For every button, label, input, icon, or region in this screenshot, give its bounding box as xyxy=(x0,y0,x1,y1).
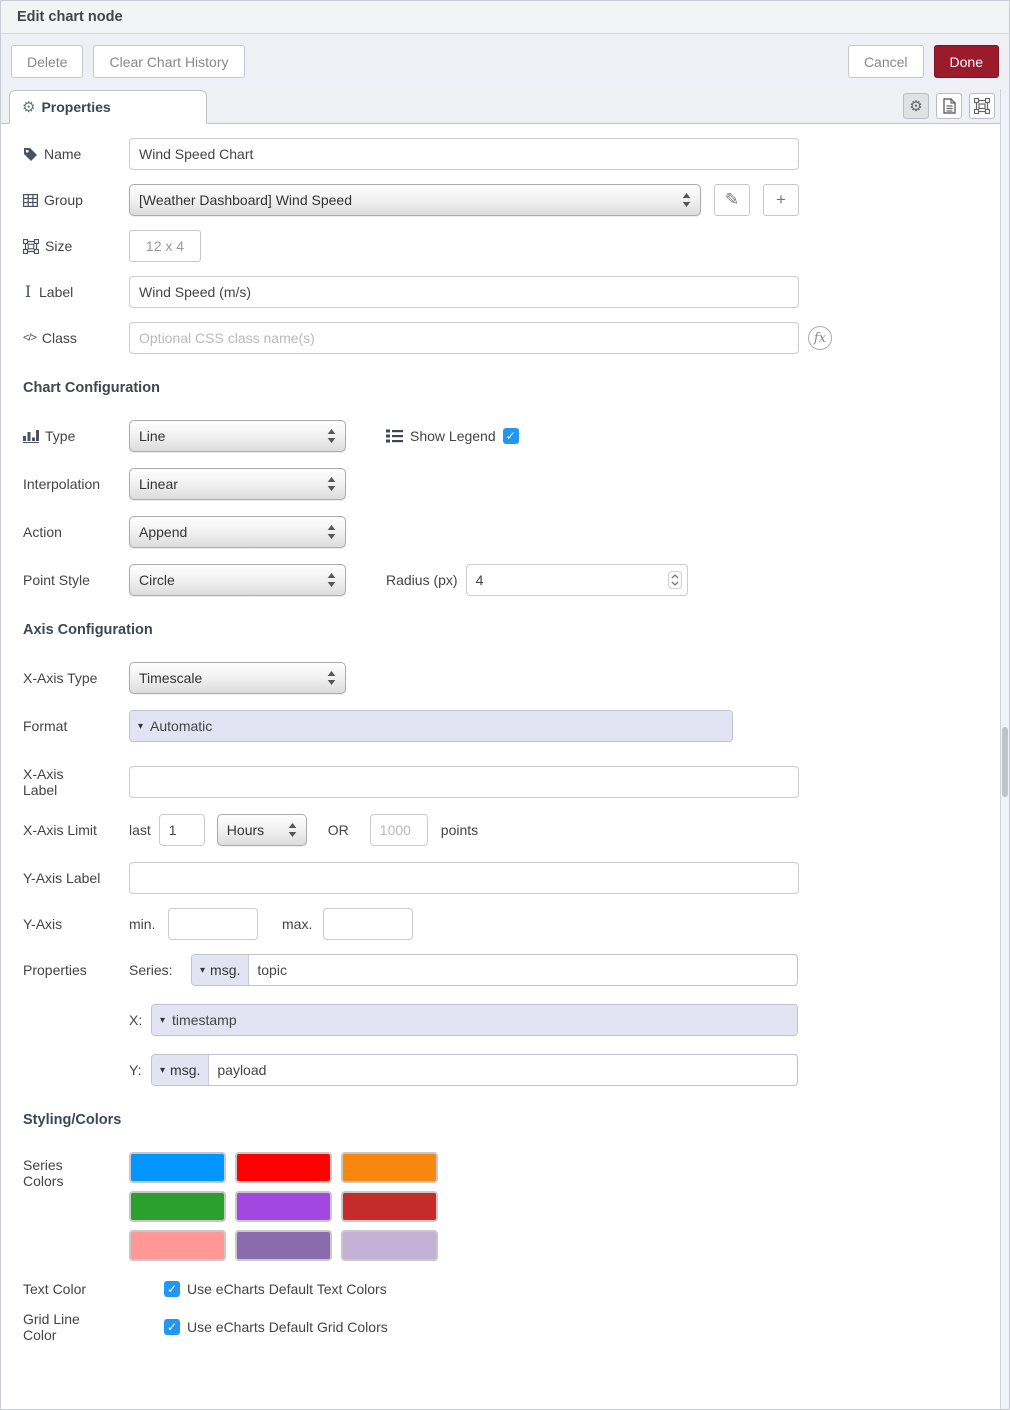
format-typed-input[interactable] xyxy=(129,710,733,742)
interpolation-select-value: Linear xyxy=(139,476,178,492)
x-axis-limit-label: X-Axis Limit xyxy=(23,822,97,839)
radius-label: Radius (px) xyxy=(386,572,458,588)
or-label: OR xyxy=(327,822,349,839)
series-color-swatch[interactable] xyxy=(235,1230,332,1261)
y-type-button[interactable] xyxy=(152,1055,209,1085)
object-frame-icon xyxy=(974,98,990,114)
show-legend-label: Show Legend xyxy=(410,428,496,444)
interpolation-select[interactable] xyxy=(129,468,346,500)
select-arrows-icon xyxy=(288,823,297,837)
action-select[interactable] xyxy=(129,516,346,548)
caret-down-icon: ▾ xyxy=(138,720,144,732)
type-row xyxy=(23,420,1009,452)
size-button[interactable]: 12 x 4 xyxy=(129,230,201,262)
check-icon: ✓ xyxy=(166,1282,178,1297)
tabbar-icon-group xyxy=(903,93,995,119)
x-axis-label-row xyxy=(23,766,1009,798)
dialog-title: Edit chart node xyxy=(17,9,123,25)
object-group-icon xyxy=(23,239,39,254)
styling-colors-heading: Styling/Colors xyxy=(23,1112,122,1129)
pencil-icon: ✎ xyxy=(724,190,740,209)
name-row xyxy=(23,138,1009,170)
name-label: Name xyxy=(44,145,82,162)
axis-configuration-heading: Axis Configuration xyxy=(23,622,153,638)
series-color-swatch[interactable] xyxy=(235,1152,332,1183)
legend-list-icon xyxy=(386,429,403,443)
point-style-select[interactable] xyxy=(129,564,346,596)
y-axis-min-input[interactable] xyxy=(168,908,258,940)
grid-color-row xyxy=(23,1311,1009,1343)
x-axis-label-label: X-Axis Label xyxy=(23,766,64,799)
series-type-label: msg. xyxy=(210,962,241,979)
interpolation-label: Interpolation xyxy=(23,475,101,492)
min-label: min. xyxy=(129,916,156,933)
limit-duration-input[interactable] xyxy=(159,814,205,846)
class-label: Class xyxy=(41,329,77,346)
series-value[interactable]: topic xyxy=(257,962,287,979)
y-axis-minmax-row xyxy=(23,908,1009,940)
y-type-label: msg. xyxy=(170,1062,201,1079)
i-cursor-icon: I xyxy=(24,281,32,301)
chart-configuration-heading: Chart Configuration xyxy=(23,380,160,396)
type-select-value: Line xyxy=(139,428,166,444)
select-arrows-icon xyxy=(327,573,336,587)
series-colors-row xyxy=(23,1152,1009,1261)
format-value: Automatic xyxy=(150,718,213,734)
format-row xyxy=(23,710,1009,742)
series-label: Series: xyxy=(129,962,173,979)
stepper-arrows-icon xyxy=(671,574,679,586)
node-description-button[interactable] xyxy=(936,93,962,119)
group-row xyxy=(23,184,1009,216)
y-axis-label-input[interactable] xyxy=(129,862,799,894)
y-axis-label-row xyxy=(23,862,1009,894)
text-color-row xyxy=(23,1281,1009,1297)
y-typed-input[interactable] xyxy=(151,1054,798,1086)
edit-group-button[interactable] xyxy=(714,184,750,216)
group-select[interactable] xyxy=(129,184,701,216)
y-property-row xyxy=(23,1054,1009,1086)
series-property-row xyxy=(23,954,1009,986)
x-axis-type-row xyxy=(23,662,1009,694)
text-color-checkbox-label: Use eCharts Default Text Colors xyxy=(187,1281,387,1298)
plus-icon: + xyxy=(776,190,786,209)
add-group-button[interactable] xyxy=(763,184,799,216)
y-property-value[interactable]: payload xyxy=(217,1062,267,1079)
last-label: last xyxy=(129,822,151,839)
label-label: Label xyxy=(39,283,74,300)
select-arrows-icon xyxy=(327,429,336,443)
x-axis-type-label: X-Axis Type xyxy=(23,669,98,686)
series-colors-grid xyxy=(129,1152,438,1261)
x-axis-label-input[interactable] xyxy=(129,766,799,798)
point-style-select-value: Circle xyxy=(139,572,175,588)
point-style-label: Point Style xyxy=(23,571,90,588)
points-label: points xyxy=(440,822,479,839)
select-arrows-icon xyxy=(327,671,336,685)
done-button[interactable]: Done xyxy=(934,45,999,78)
y-property-label: Y: xyxy=(129,1062,142,1079)
grid-color-label: Grid Line Color xyxy=(23,1311,80,1344)
text-color-checkbox[interactable] xyxy=(164,1281,180,1297)
format-label: Format xyxy=(23,717,68,734)
bar-chart-icon xyxy=(23,429,39,443)
caret-down-icon: ▾ xyxy=(200,964,206,976)
limit-unit-select[interactable] xyxy=(217,814,307,846)
gear-icon: ⚙ xyxy=(22,99,36,116)
class-input[interactable] xyxy=(129,322,799,354)
check-icon: ✓ xyxy=(166,1320,178,1335)
series-typed-input[interactable] xyxy=(191,954,798,986)
action-label: Action xyxy=(23,523,62,540)
code-icon: </> xyxy=(23,331,36,344)
action-bar xyxy=(1,34,1009,89)
edit-form xyxy=(1,124,1009,1343)
select-arrows-icon xyxy=(682,193,691,207)
radius-input[interactable] xyxy=(466,564,688,596)
series-color-swatch[interactable] xyxy=(129,1152,226,1183)
x-property-row xyxy=(23,1004,1009,1036)
action-row xyxy=(23,516,1009,548)
series-color-swatch[interactable] xyxy=(235,1191,332,1222)
x-axis-limit-row xyxy=(23,814,1009,846)
y-axis-max-input[interactable] xyxy=(323,908,413,940)
node-appearance-button[interactable] xyxy=(969,93,995,119)
size-label: Size xyxy=(45,237,73,254)
series-color-swatch[interactable] xyxy=(341,1230,438,1261)
properties-label: Properties xyxy=(23,962,87,979)
y-axis-label-label: Y-Axis Label xyxy=(23,870,101,887)
x-property-value: timestamp xyxy=(172,1012,237,1029)
scrollbar-thumb[interactable] xyxy=(1002,727,1008,797)
gear-icon: ⚙ xyxy=(909,98,923,115)
series-color-swatch[interactable] xyxy=(341,1191,438,1222)
size-row xyxy=(23,230,1009,262)
limit-unit-value: Hours xyxy=(226,822,265,839)
cancel-button[interactable]: Cancel xyxy=(848,45,924,78)
name-input[interactable] xyxy=(129,138,799,170)
type-label: Type xyxy=(45,427,76,444)
select-arrows-icon xyxy=(327,525,336,539)
document-icon xyxy=(943,98,956,114)
grid-color-checkbox[interactable] xyxy=(164,1319,180,1335)
action-select-value: Append xyxy=(139,524,188,540)
scrollbar-track[interactable] xyxy=(1000,89,1009,1409)
x-axis-type-select[interactable] xyxy=(129,662,346,694)
tab-properties[interactable] xyxy=(9,90,207,124)
caret-down-icon: ▾ xyxy=(160,1064,166,1076)
clear-chart-history-button[interactable]: Clear Chart History xyxy=(93,45,244,78)
dialog-header xyxy=(1,1,1009,34)
limit-points-input[interactable] xyxy=(370,814,428,846)
group-select-value: [Weather Dashboard] Wind Speed xyxy=(139,192,352,208)
delete-button[interactable]: Delete xyxy=(11,45,83,78)
radius-stepper[interactable] xyxy=(668,571,682,589)
series-type-button[interactable] xyxy=(192,955,249,985)
y-axis-label: Y-Axis xyxy=(23,916,63,933)
select-arrows-icon xyxy=(327,477,336,491)
text-color-label: Text Color xyxy=(23,1281,87,1298)
label-input[interactable] xyxy=(129,276,799,308)
fx-icon: fx xyxy=(808,326,832,350)
series-color-swatch[interactable] xyxy=(129,1230,226,1261)
interpolation-row xyxy=(23,468,1009,500)
tab-properties-label: Properties xyxy=(41,99,111,115)
class-row xyxy=(23,322,1009,354)
group-label: Group xyxy=(44,191,83,208)
show-legend-checkbox[interactable] xyxy=(503,428,519,444)
x-typed-input[interactable] xyxy=(151,1004,798,1036)
label-row xyxy=(23,276,1009,308)
series-colors-label: Series Colors xyxy=(23,1157,64,1190)
caret-down-icon: ▾ xyxy=(160,1014,166,1026)
table-icon xyxy=(23,194,38,207)
type-select[interactable] xyxy=(129,420,346,452)
point-style-row xyxy=(23,564,1009,596)
x-property-label: X: xyxy=(129,1012,143,1029)
tab-bar xyxy=(1,89,1009,124)
node-settings-button[interactable] xyxy=(903,93,929,119)
max-label: max. xyxy=(282,916,313,933)
tag-icon xyxy=(23,147,38,162)
check-icon: ✓ xyxy=(505,429,516,443)
series-color-swatch[interactable] xyxy=(129,1191,226,1222)
grid-color-checkbox-label: Use eCharts Default Grid Colors xyxy=(187,1319,388,1336)
series-color-swatch[interactable] xyxy=(341,1152,438,1183)
x-axis-type-select-value: Timescale xyxy=(139,670,203,686)
